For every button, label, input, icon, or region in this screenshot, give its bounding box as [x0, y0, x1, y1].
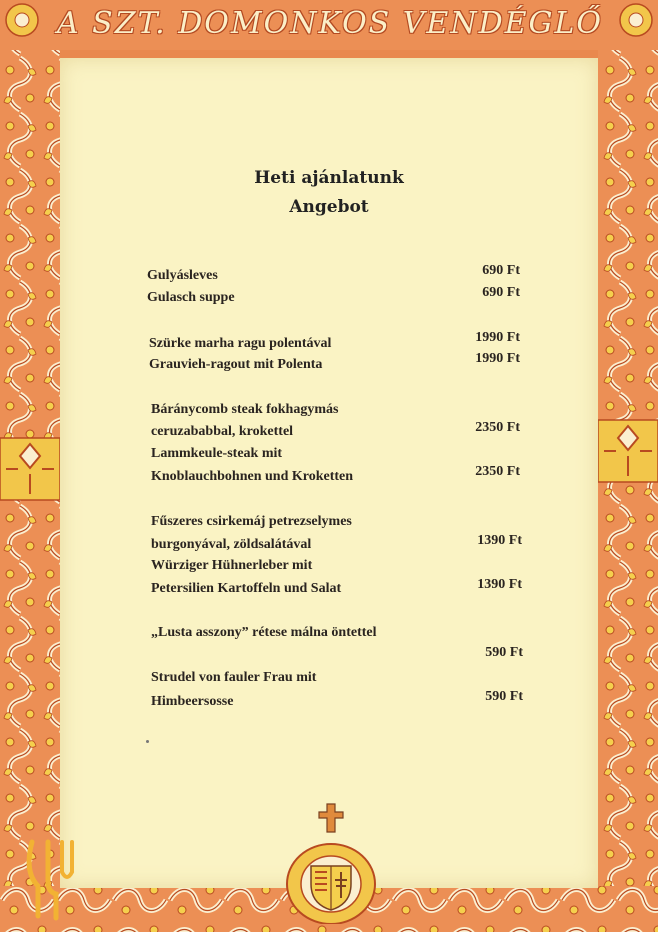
menu-item-price: 1390 Ft: [477, 577, 522, 592]
menu-item-name: Báránycomb steak fokhagymás: [151, 402, 339, 417]
menu-item-name: Knoblauchbohnen und Kroketten: [151, 469, 354, 484]
menu-item-price: 2350 Ft: [475, 420, 520, 435]
menu-item-name: Gulasch suppe: [147, 290, 235, 305]
menu-item-name: „Lusta asszony” rétese málna öntettel: [151, 625, 377, 640]
menu-item-price: 590 Ft: [485, 689, 523, 704]
menu-heading-german: Angebot: [289, 197, 369, 217]
coat-of-arms-emblem: [279, 800, 383, 924]
menu-item-price: 690 Ft: [482, 285, 520, 300]
menu-item-price: 1990 Ft: [475, 330, 520, 345]
menu-item-name: ceruzababbal, krokettel: [151, 424, 294, 439]
menu-item-name: Strudel von fauler Frau mit: [151, 670, 317, 685]
menu-item-name: Szürke marha ragu polentával: [149, 336, 332, 351]
menu-item-price: 1390 Ft: [477, 533, 522, 548]
menu-item-name: Petersilien Kartoffeln und Salat: [151, 581, 342, 596]
menu-item-price: 1990 Ft: [475, 351, 520, 366]
menu-item-name: Grauvieh-ragout mit Polenta: [149, 357, 323, 372]
menu-item-price: 590 Ft: [485, 645, 523, 660]
menu-item-name: Würziger Hühnerleber mit: [151, 558, 313, 573]
menu-item-price: 690 Ft: [482, 263, 520, 278]
fork-logo-icon: [18, 836, 88, 922]
menu-item-name: Himbeersosse: [151, 694, 234, 709]
menu-item-name: burgonyával, zöldsalátával: [151, 537, 312, 552]
menu-item-name: Gulyásleves: [147, 268, 218, 283]
menu-item-name: Lammkeule-steak mit: [151, 446, 283, 461]
ink-speck: [146, 740, 149, 743]
menu-item-price: 2350 Ft: [475, 464, 520, 479]
menu-item-name: Fűszeres csirkemáj petrezselymes: [151, 514, 352, 529]
restaurant-name-banner: A SZT. DOMONKOS VENDÉGLŐ: [56, 5, 604, 41]
menu-heading-hungarian: Heti ajánlatunk: [254, 168, 404, 188]
